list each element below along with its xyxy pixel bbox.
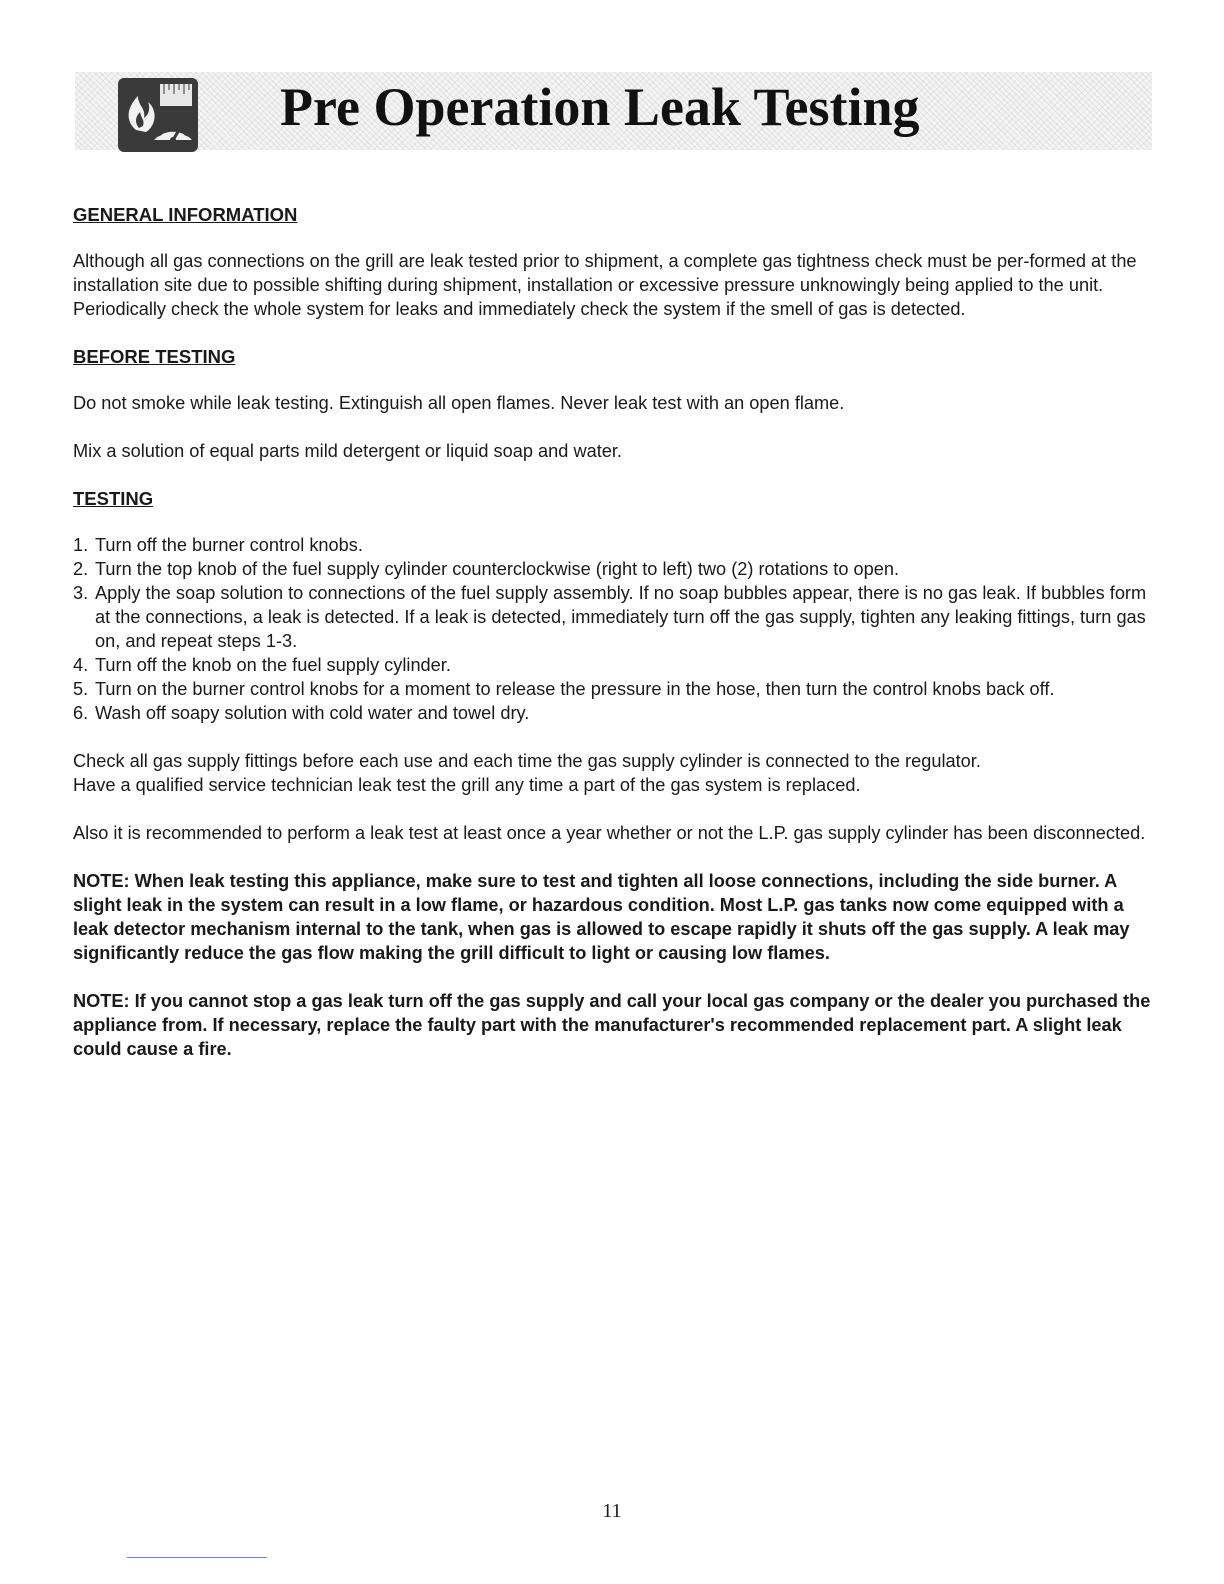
step-number: 3. <box>73 583 89 603</box>
list-item <box>73 581 1155 653</box>
page-number: 11 <box>602 1500 622 1522</box>
list-item <box>73 701 1155 725</box>
list-item <box>73 653 1155 677</box>
qualified-technician-text: Have a qualified service technician leak test the grill any time a part of the gas system is replaced. <box>73 775 861 795</box>
step-number: 6. <box>73 703 89 723</box>
step-text: Turn off the burner control knobs. <box>95 535 363 555</box>
footer-rule <box>127 1557 267 1558</box>
before-testing-text-1: Do not smoke while leak testing. Extinguish all open flames. Never leak test with an open flame. <box>73 393 845 413</box>
step-number: 2. <box>73 559 89 579</box>
step-number: 1. <box>73 535 89 555</box>
step-text: Turn the top knob of the fuel supply cylinder counterclockwise (right to left) two (2) rotations to open. <box>95 559 900 579</box>
step-text: Turn on the burner control knobs for a moment to release the pressure in the hose, then turn the control knobs back off. <box>95 679 1055 699</box>
step-number: 4. <box>73 655 89 675</box>
manual-content <box>73 203 1155 1085</box>
step-number: 5. <box>73 679 89 699</box>
general-information-text: Although all gas connections on the grill are leak tested prior to shipment, a complete gas tightness check must be per-formed at the installation site due to possible shifting during shipment, installation or excessive pressure unknowingly being applied to the unit. Periodically check the whole system for leaks and immediately check the system if the smell of gas is detected. <box>73 251 1137 319</box>
annual-test-text: Also it is recommended to perform a leak test at least once a year whether or not the L.P. gas supply cylinder has been disconnected. <box>73 823 1146 843</box>
check-fittings-text: Check all gas supply fittings before each use and each time the gas supply cylinder is connected to the regulator. <box>73 751 981 771</box>
before-testing-heading: BEFORE TESTING <box>73 346 236 367</box>
step-text: Apply the soap solution to connections of the fuel supply assembly. If no soap bubbles appear, there is no gas leak. If bubbles form at the connections, a leak is detected. If a leak is detected, immediately turn off the gas supply, tighten any leaking fittings, turn gas on, and repeat steps 1-3. <box>95 583 1147 651</box>
note-stop-leak: NOTE: If you cannot stop a gas leak turn off the gas supply and call your local gas company or the dealer you purchased the appliance from. If necessary, replace the faulty part with the manufacturer's recommended replacement part. A slight leak could cause a fire. <box>73 991 1151 1059</box>
testing-heading: TESTING <box>73 488 154 509</box>
page-title: Pre Operation Leak Testing <box>280 77 920 137</box>
step-text: Wash off soapy solution with cold water and towel dry. <box>95 703 530 723</box>
list-item <box>73 557 1155 581</box>
before-testing-text-2: Mix a solution of equal parts mild detergent or liquid soap and water. <box>73 441 622 461</box>
list-item <box>73 533 1155 557</box>
list-item <box>73 677 1155 701</box>
note-leak-testing: NOTE: When leak testing this appliance, make sure to test and tighten all loose connections, including the side burner. A slight leak in the system can result in a low flame, or hazardous condition. Most L.P. gas tanks now come equipped with a leak detector mechanism internal to the tank, when gas is allowed to escape rapidly it shuts off the gas supply. A leak may significantly reduce the gas flow making the grill difficult to light or causing low flames. <box>73 871 1130 963</box>
general-information-heading: GENERAL INFORMATION <box>73 204 298 225</box>
step-text: Turn off the knob on the fuel supply cylinder. <box>95 655 451 675</box>
gas-leak-gauge-icon <box>118 78 198 152</box>
testing-steps-list <box>73 533 1155 725</box>
